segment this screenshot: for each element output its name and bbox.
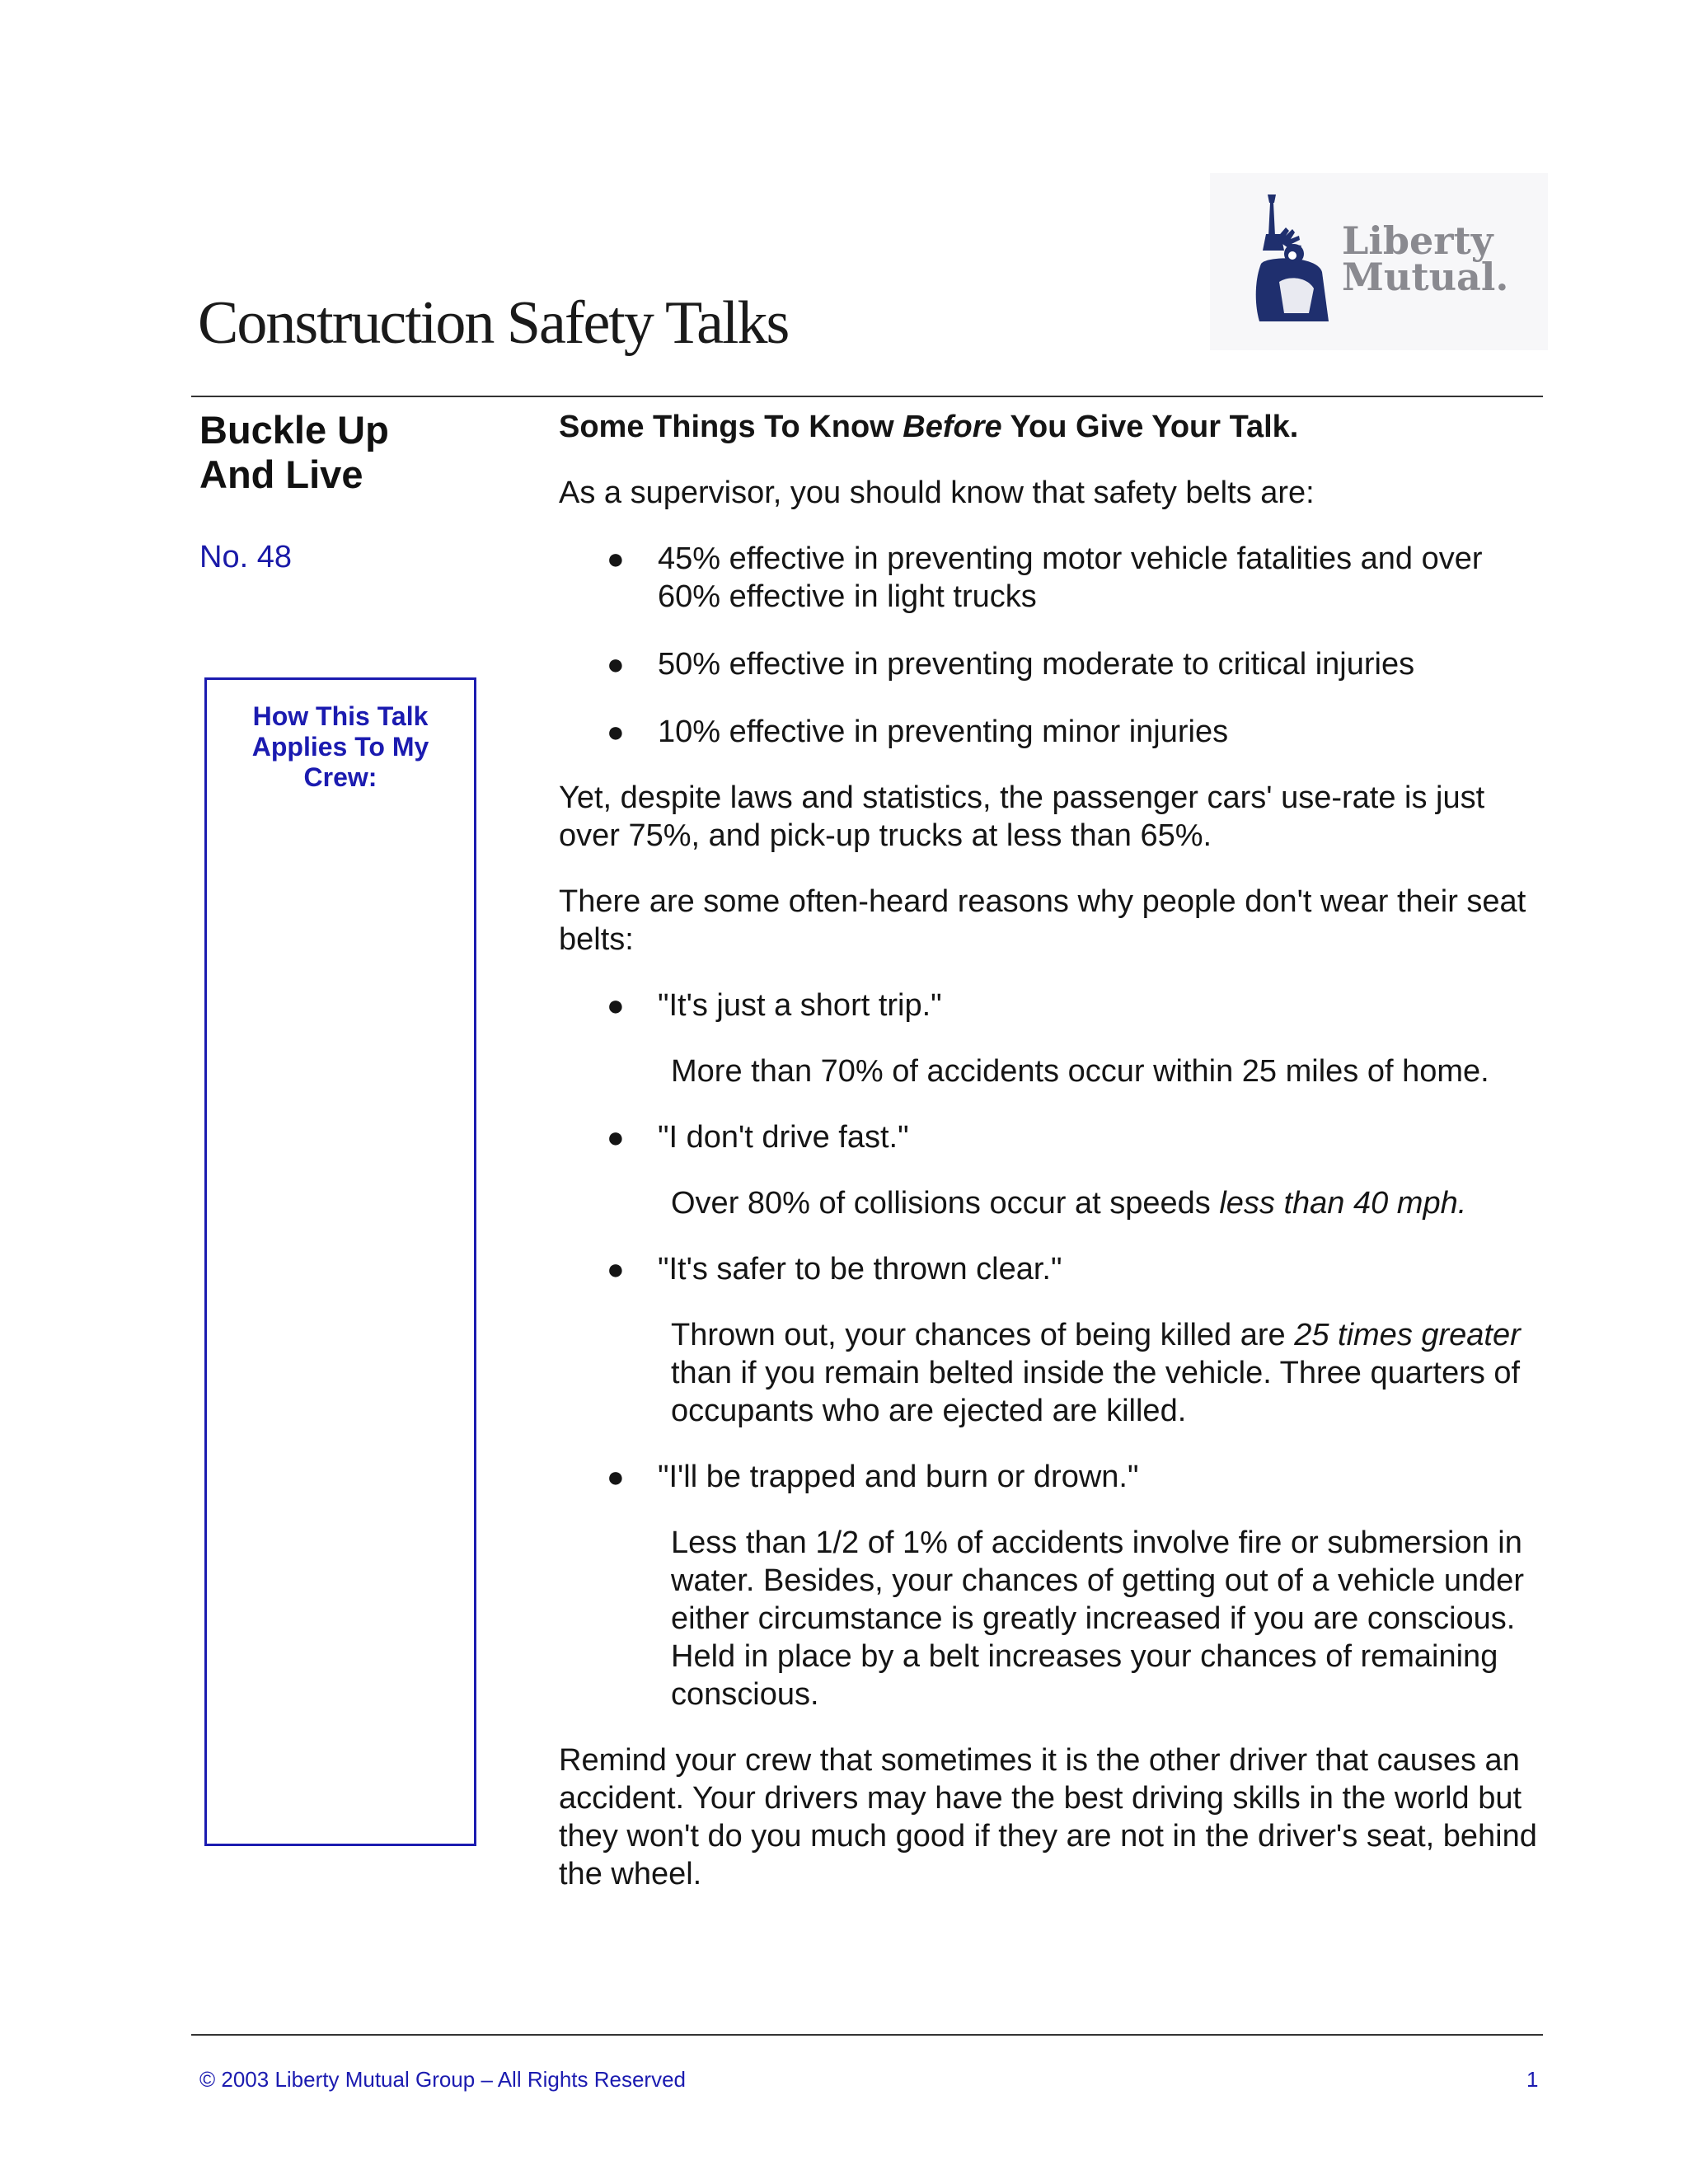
reason-quote-text: "I'll be trapped and burn or drown.": [658, 1460, 1139, 1494]
reason-quote-text: "I don't drive fast.": [658, 1120, 909, 1155]
reason-answer: [559, 1524, 1548, 1713]
list-item: [559, 540, 1548, 616]
logo-line1: Liberty: [1342, 218, 1493, 263]
header-divider: [191, 396, 1543, 397]
list-item: [559, 713, 1548, 751]
talk-number: No. 48: [199, 540, 292, 574]
bullet-icon: ●: [607, 1252, 625, 1286]
answer-text: More than 70% of accidents occur within 25 miles of home.: [671, 1054, 1489, 1089]
heading-part1: Some Things To Know: [559, 410, 903, 444]
talk-title-line2: And Live: [199, 452, 363, 496]
reason-quote-text: "It's just a short trip.": [658, 988, 942, 1023]
reason-item: [559, 1118, 1548, 1222]
answer-text-end: than if you remain belted inside the vehicle. Three quarters of occupants who are ejected are killed.: [671, 1356, 1521, 1428]
section-heading: [559, 408, 1548, 446]
bullet-icon: ●: [607, 715, 625, 748]
statue-of-liberty-icon: [1243, 190, 1342, 330]
crew-box-label-line2: Applies To My: [251, 732, 429, 762]
reasons-intro-paragraph: There are some often-heard reasons why people don't wear their seat belts:: [559, 884, 1526, 957]
answer-text: Thrown out, your chances of being killed are: [671, 1318, 1295, 1352]
crew-notes-box: [204, 677, 476, 1846]
reason-answer: [559, 1052, 1548, 1090]
list-item: [559, 645, 1548, 683]
heading-part2: You Give Your Talk.: [1001, 410, 1299, 444]
reason-quote: [559, 1118, 1548, 1156]
facts-list: [559, 540, 1548, 751]
heading-emphasis: Before: [903, 410, 1002, 444]
bullet-icon: ●: [607, 541, 625, 575]
bullet-icon: ●: [607, 988, 625, 1022]
talk-title: [199, 408, 389, 497]
closing-paragraph: Remind your crew that sometimes it is the other driver that causes an accident. Your drivers may have the best driving skills in the world but they won't do you much good if they are not in the driver's seat, behind the wheel.: [559, 1743, 1537, 1891]
use-rate-paragraph: Yet, despite laws and statistics, the passenger cars' use-rate is just over 75%, and pick-up trucks at less than 65%.: [559, 780, 1485, 853]
intro-paragraph: As a supervisor, you should know that safety belts are:: [559, 476, 1315, 510]
reason-quote: [559, 1458, 1548, 1496]
answer-emphasis: less than 40 mph.: [1219, 1186, 1467, 1221]
logo-wordmark: [1342, 218, 1509, 299]
answer-emphasis: 25 times greater: [1294, 1318, 1521, 1352]
reason-item: [559, 987, 1548, 1090]
talk-body: [559, 408, 1548, 1921]
crew-box-label: [207, 701, 474, 793]
logo-line2: Mutual.: [1342, 255, 1509, 299]
footer-divider: [191, 2034, 1543, 2036]
document-title: Construction Safety Talks: [198, 289, 789, 357]
reason-quote: [559, 987, 1548, 1024]
fact-text: 50% effective in preventing moderate to critical injuries: [658, 647, 1415, 682]
fact-text: 10% effective in preventing minor injuries: [658, 715, 1229, 749]
answer-text: Over 80% of collisions occur at speeds: [671, 1186, 1220, 1221]
crew-box-label-line3: Crew:: [303, 762, 377, 792]
reason-item: [559, 1250, 1548, 1430]
reason-quote: [559, 1250, 1548, 1288]
bullet-icon: ●: [607, 647, 625, 681]
reason-answer: [559, 1316, 1548, 1430]
reason-item: [559, 1458, 1548, 1713]
bullet-icon: ●: [607, 1460, 625, 1493]
footer-copyright: © 2003 Liberty Mutual Group – All Rights Reserved: [199, 2067, 687, 2092]
crew-box-label-line1: How This Talk: [252, 701, 429, 731]
page-number: 1: [1526, 2067, 1539, 2092]
talk-title-line1: Buckle Up: [199, 408, 389, 452]
reason-quote-text: "It's safer to be thrown clear.": [658, 1252, 1062, 1286]
reason-answer: [559, 1184, 1548, 1222]
fact-text: 45% effective in preventing motor vehicle fatalities and over 60% effective in light trucks: [658, 541, 1483, 614]
answer-text: Less than 1/2 of 1% of accidents involve fire or submersion in water. Besides, your chances of getting out of a vehicle under either circumstance is greatly increased if you are conscious. Held in place by a belt increases your chances of remaining conscious.: [671, 1526, 1525, 1712]
bullet-icon: ●: [607, 1120, 625, 1154]
liberty-mutual-logo: [1210, 173, 1548, 350]
